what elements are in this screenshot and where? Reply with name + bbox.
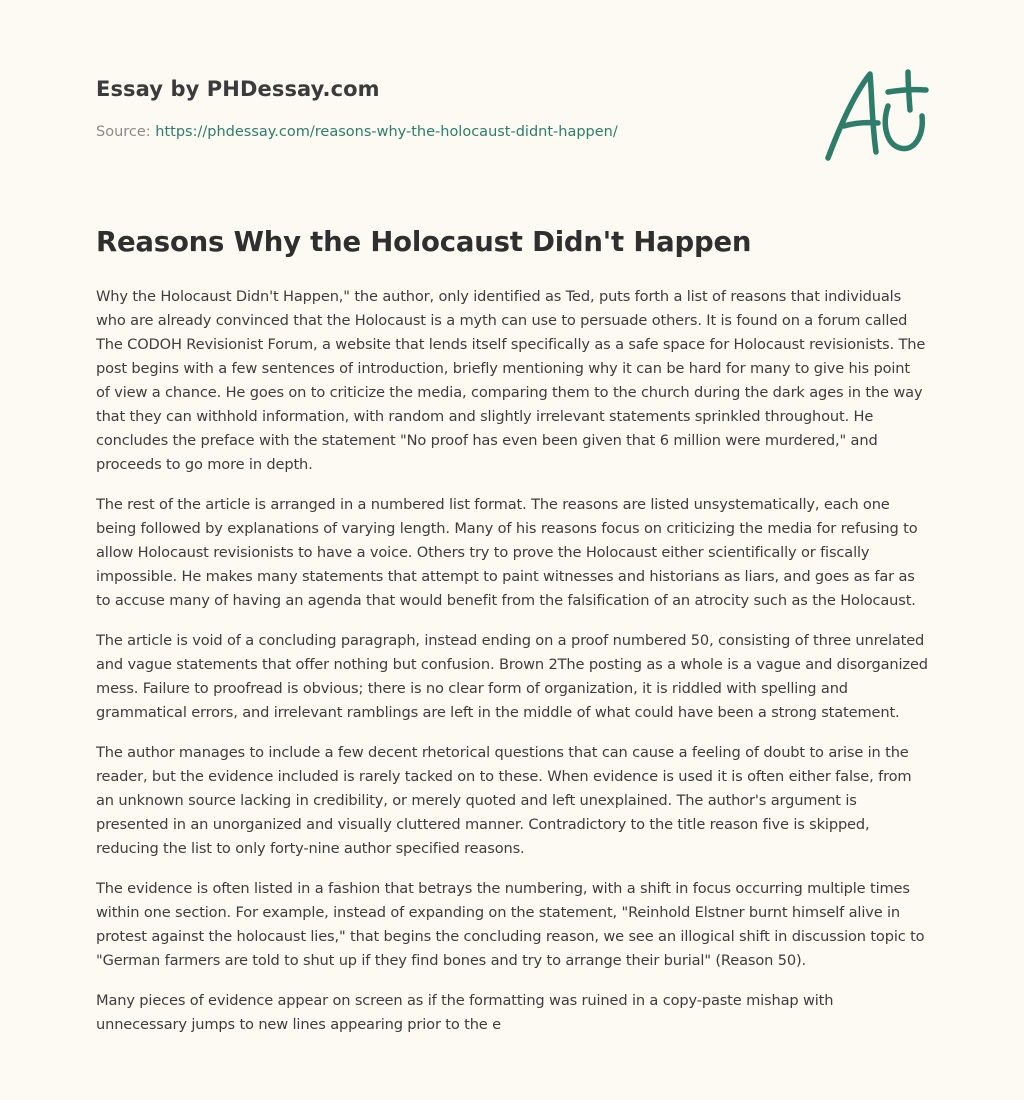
essay-paragraph: Why the Holocaust Didn't Happen," the author, only identified as Ted, puts forth a list of reasons that individuals who are already convinced that the Holocaust is a myth can use to persuade others. It is found on a forum called The CODOH Revisionist Forum, a website that lends itself specifically as a safe space for Holocaust revisionists. The post begins with a few sentences of introduction, briefly mentioning why it can be hard for many to give his point of view a chance. He goes on to criticize the media, comparing them to the church during the dark ages in the way that they can withhold information, with random and slightly irrelevant statements sprinkled throughout. He concludes the preface with the statement "No proof has even been given that 6 million were murdered," and proceeds to go more in depth. — [96, 288, 926, 473]
essay-body — [96, 285, 928, 1053]
essay-title: Reasons Why the Holocaust Didn't Happen — [96, 226, 752, 258]
site-name: Essay by PHDessay.com — [96, 77, 380, 101]
a-plus-logo-icon — [822, 66, 932, 166]
source-line — [96, 124, 618, 140]
essay-paragraph: The rest of the article is arranged in a numbered list format. The reasons are listed unsystematically, each one being followed by explanations of varying length. Many of his reasons focus on criticizing the media for refusing to allow Holocaust revisionists to have a voice. Others try to prove the Holocaust either scientifically or fiscally impossible. He makes many statements that attempt to paint witnesses and historians as liars, and goes as far as to accuse many of having an agenda that would benefit from the falsification of an atrocity such as the Holocaust. — [96, 496, 918, 609]
essay-paragraph: The author manages to include a few decent rhetorical questions that can cause a feeling of doubt to arise in the reader, but the evidence included is rarely tacked on to these. When evidence is used it is often either false, from an unknown source lacking in credibility, or merely quoted and left unexplained. The author's argument is presented in an unorganized and visually cluttered manner. Contradictory to the title reason five is skipped, reducing the list to only forty-nine author specified reasons. — [96, 744, 912, 857]
essay-paragraph: The evidence is often listed in a fashion that betrays the numbering, with a shift in focus occurring multiple times within one section. For example, instead of expanding on the statement, "Reinhold Elstner burnt himself alive in protest against the holocaust lies," that begins the concluding reason, we see an illogical shift in discussion topic to "German farmers are told to shut up if they find bones and try to arrange their burial" (Reason 50). — [96, 880, 925, 969]
essay-paragraph: Many pieces of evidence appear on screen as if the formatting was ruined in a copy-paste mishap with unnecessary jumps to new lines appearing prior to the e — [96, 992, 834, 1033]
source-label: Source: — [96, 124, 156, 140]
essay-paragraph: The article is void of a concluding paragraph, instead ending on a proof numbered 50, consisting of three unrelated and vague statements that offer nothing but confusion. Brown 2The posting as a whole is a vague and disorganized mess. Failure to proofread is obvious; there is no clear form of organization, it is riddled with spelling and grammatical errors, and irrelevant ramblings are left in the middle of what could have been a strong statement. — [96, 632, 928, 721]
source-link[interactable]: https://phdessay.com/reasons-why-the-holocaust-didnt-happen/ — [155, 124, 618, 140]
